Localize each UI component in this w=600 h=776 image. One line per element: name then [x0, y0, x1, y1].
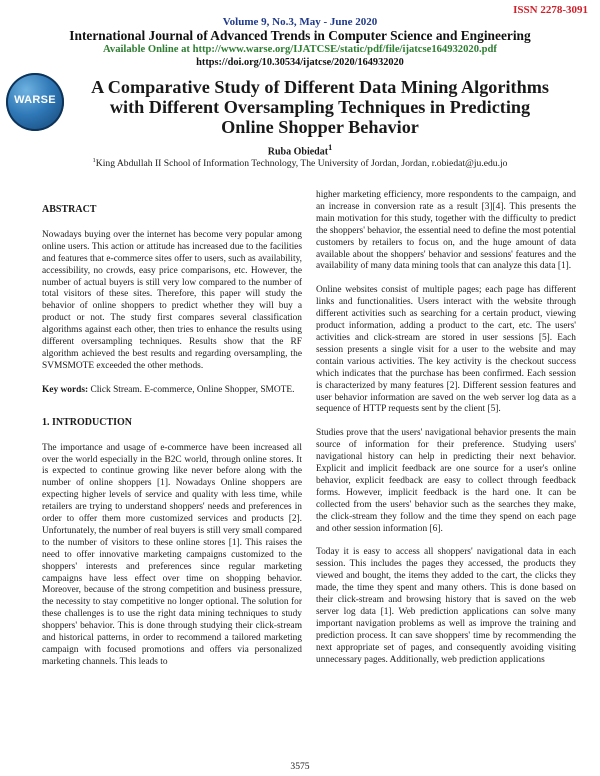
paragraph: higher marketing efficiency, more respondents to the campaign, and an increase in conversion rate as a result [3][4]. This presents the main motivation for this study, together with the difficulty to predict the shoppers' behavior, the essential need to define the most potential customers by retailers to focus on, and the huge amount of data available about the shoppers' behavior and sessions' features and the availability of many data mining tools that can analyze this data [1]. — [316, 190, 576, 272]
right-column — [316, 190, 576, 679]
title-line: with Different Oversampling Techniques in Predicting — [109, 97, 531, 117]
volume-line: Volume 9, No.3, May - June 2020 — [222, 16, 378, 28]
paragraph: Studies prove that the users' navigational behavior presents the main source of information for their preference. Studying users' navigational history can help in predicting their next behavior. Explicit and implicit feedback are one source for a user's online behavior, explicit feedback are easy to collect through feedback forms. However, implicit feedback is the hard one. It can be collected from the users' behavior such as the searches they make, the click-stream they follow and the time they spend on each page and other session information [6]. — [316, 428, 576, 534]
title-line: A Comparative Study of Different Data Mining Algorithms — [91, 77, 549, 97]
title-line: Online Shopper Behavior — [221, 117, 419, 137]
keywords-text: Click Stream. E-commerce, Online Shopper, SMOTE. — [90, 384, 295, 395]
intro-heading: 1. INTRODUCTION — [42, 416, 133, 428]
author-name: Ruba Obiedat$^1$ — [267, 143, 333, 158]
warse-logo — [6, 73, 64, 131]
affiliation: $^1$King Abdullah II School of Information Technology, The University of Jordan, Jordan, r.obiedat@ju.edu.jo — [92, 157, 508, 170]
intro-paragraph: The importance and usage of e-commerce have been increased all over the world especially in the B2C world, through online stores. It is expected to continue growing like never before along with the number of online shoppers [1]. Nowadays Online shoppers are expecting higher levels of service and quality with less time, while retailers are trying to understand shoppers' needs and preferences in order to offer them more customized services and products [2]. Unfortunately, the number of real buyers is still very small compared to the number of visitors to these online stores [1]. This raises the need to offer innovative marketing campaigns customized to the shoppers' interests and preferences since regular marketing campaigns have less effect over time on shopping behavior. Moreover, because of the strong competition and business pressure, the necessity to stay competitive no longer optional. The solution for these challenges is to use the right data mining techniques to study shoppers' behavior. This is done through studying their click-stream and historical patterns, in order to recommend a tailored marketing campaign with focused promotions and offers via personalized marketing channels. This leads to — [42, 442, 302, 667]
paragraph: Today it is easy to access all shoppers' navigational data in each session. This includes the pages they accessed, the products they viewed and bought, the items they added to the cart, the clicks they made, the time they spent and many others. This is done based on their click-stream and browsing history that is saved on the web server log data [1]. Web prediction applications can solve many important navigation problems as well as improve the training and prediction process. It can save shoppers' time by recommending the next appropriate set of pages, and consequently avoiding visiting unnecessary pages. Additionally, web prediction applications — [316, 547, 576, 665]
logo-text: WARSE — [14, 94, 56, 106]
author-sup: 1 — [328, 143, 333, 152]
keywords-label: Key words: — [42, 384, 89, 395]
keywords — [42, 385, 302, 397]
abstract-text: Nowadays buying over the internet has become very popular among online users. This action or attitude has increased due to the facilities and features that e-commerce sites offer to users, such as availability, accessibility, no crowds, easy price comparisons, etc. However, the number of actual buyers is still very low compared to the number of total visitors of these sites. Therefore, this paper will study the behavior of online shoppers to predict whether they will buy a product or not. The study first compares several classification algorithms against each other, then tries to enhance the results using different oversampling techniques. Results show that the RF algorithm achieved the best results and regarding oversampling, the SVMSMOTE exceeded the other methods. — [42, 229, 302, 371]
paragraph: Online websites consist of multiple pages; each page has different links and functionalities. Users interact with the website through different activities such as searching for a certain product, viewing product information, adding a product to the cart, etc. The users' activities and click-stream are stored in user sessions [5]. Each session presents a single visit for a user to the website and may contain various activities. The key activity is the checkout success which indicates that the purchase has been confirmed. Each session is characterized by many features [2]. Different session features and user behavior information are saved on the web server log data as a sequence of HTTP requests sent by the client [5]. — [316, 285, 576, 415]
paper-title — [60, 77, 580, 137]
issn-label: ISSN 2278-3091 — [513, 4, 588, 16]
affiliation-sup: 1 — [92, 157, 96, 164]
doi-link[interactable]: https://doi.org/10.30534/ijatcse/2020/164932020 — [196, 57, 404, 68]
left-column — [42, 204, 302, 681]
journal-name: International Journal of Advanced Trends in Computer Science and Engineering — [69, 28, 531, 43]
page-number: 3575 — [290, 761, 310, 772]
online-url[interactable]: Available Online at http://www.warse.org/IJATCSE/static/pdf/file/ijatcse164932020.pdf — [103, 44, 497, 55]
abstract-heading: ABSTRACT — [42, 204, 97, 215]
